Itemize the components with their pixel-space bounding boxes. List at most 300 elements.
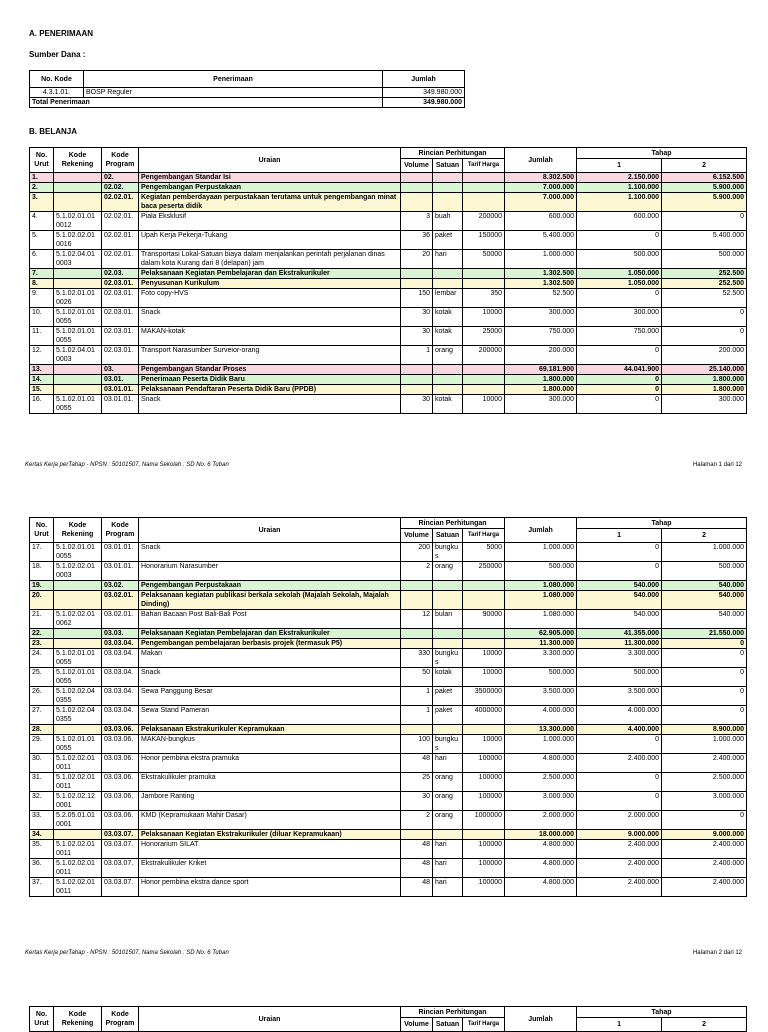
cell-tahap-1: 0 (577, 735, 662, 754)
table-row (30, 629, 747, 639)
cell-tahap-1: 4.400.000 (577, 725, 662, 735)
cell-tarif-harga: 10000 (463, 649, 505, 668)
header-kode-program: Kode Program (102, 1007, 139, 1032)
header-tahap: Tahap (577, 518, 747, 529)
cell-satuan (433, 193, 463, 212)
cell-satuan: orang (433, 562, 463, 581)
col-penerimaan: Penerimaan (84, 71, 383, 88)
cell-kode-program: 03.03.06. (102, 773, 139, 792)
table-row (30, 668, 747, 687)
cell-kode-rekening: 5.1.02.01.01 0055 (54, 735, 102, 754)
cell-uraian: Pelaksanaan kegiatan publikasi berkala sekolah (Majalah Sekolah, Majalah Dinding) (139, 591, 401, 610)
cell-volume: 3 (401, 212, 433, 231)
cell-volume: 100 (401, 735, 433, 754)
cell-kode-rekening: 5.1.02.04.01 0003 (54, 346, 102, 365)
cell-kode-rekening (54, 591, 102, 610)
table-row (30, 212, 747, 231)
cell-tarif-harga: 100000 (463, 840, 505, 859)
cell-volume: 150 (401, 289, 433, 308)
cell-satuan: paket (433, 687, 463, 706)
cell-uraian: Makan (139, 649, 401, 668)
cell-uraian: Snack (139, 668, 401, 687)
cell-tarif-harga (463, 725, 505, 735)
table-row (30, 581, 747, 591)
cell-kode-rekening: 5.1.02.02.01 0011 (54, 859, 102, 878)
cell-tahap-2: 6.152.500 (662, 173, 747, 183)
cell-no-urut: 15. (30, 385, 54, 395)
cell-satuan (433, 629, 463, 639)
cell-volume: 48 (401, 878, 433, 897)
header-tarif: Tarif Harga (463, 159, 505, 173)
cell-volume (401, 193, 433, 212)
cell-satuan (433, 183, 463, 193)
cell-jumlah: 200.000 (505, 346, 577, 365)
header-tarif: Tarif Harga (463, 529, 505, 543)
cell-no-urut: 5. (30, 231, 54, 250)
cell-kode-rekening: 5.1.02.02.12 0001 (54, 792, 102, 811)
cell-tarif-harga (463, 385, 505, 395)
cell-no-urut: 22. (30, 629, 54, 639)
cell-jumlah: 1.000.000 (505, 543, 577, 562)
cell-uraian: Snack (139, 395, 401, 414)
cell-volume: 25 (401, 773, 433, 792)
cell-no-urut: 17. (30, 543, 54, 562)
table-row (30, 375, 747, 385)
header-tahap-1: 1 (577, 529, 662, 543)
cell-uraian: Pelaksanaan Kegiatan Pembelajaran dan Ekstrakurikuler (139, 269, 401, 279)
cell-satuan (433, 269, 463, 279)
cell-uraian: Pengembangan Standar Proses (139, 365, 401, 375)
cell-uraian: KMD (Kepramukaan Mahir Dasar) (139, 811, 401, 830)
cell-volume: 30 (401, 327, 433, 346)
cell-volume: 30 (401, 308, 433, 327)
cell-kode-program: 03.02.01. (102, 591, 139, 610)
header-tarif: Tarif Harga (463, 1018, 505, 1032)
cell-no-urut: 34. (30, 830, 54, 840)
cell-tarif-harga (463, 173, 505, 183)
cell-uraian: Pelaksanaan Pendaftaran Peserta Didik Baru (PPDB) (139, 385, 401, 395)
table-row (30, 687, 747, 706)
cell-uraian: Foto copy-HVS (139, 289, 401, 308)
cell-kode-rekening (54, 193, 102, 212)
cell-jumlah: 62.905.000 (505, 629, 577, 639)
cell-jumlah: 3.300.000 (505, 649, 577, 668)
header-satuan: Satuan (433, 529, 463, 543)
section-b-title: B. BELANJA (29, 127, 78, 136)
cell-kode-rekening: 5.1.02.01.01 0055 (54, 327, 102, 346)
header-rincian: Rincian Perhitungan (401, 518, 505, 529)
cell-uraian: Jambore Ranting (139, 792, 401, 811)
cell-kode-rekening: 5.1.02.02.04 0355 (54, 687, 102, 706)
cell-no-urut: 6. (30, 250, 54, 269)
cell-jumlah: 13.300.000 (505, 725, 577, 735)
cell-satuan: kotak (433, 327, 463, 346)
table-row (30, 735, 747, 754)
cell-volume: 48 (401, 840, 433, 859)
cell-tarif-harga (463, 629, 505, 639)
cell-uraian: Piala Eksklusif (139, 212, 401, 231)
cell-no-urut: 33. (30, 811, 54, 830)
cell-tahap-1: 1.100.000 (577, 183, 662, 193)
cell-volume (401, 385, 433, 395)
cell-tahap-2: 21.550.000 (662, 629, 747, 639)
header-kode-rekening: Kode Rekening (54, 148, 102, 173)
table-row (30, 859, 747, 878)
cell-tahap-2: 25.140.000 (662, 365, 747, 375)
cell-tahap-2: 1.000.000 (662, 735, 747, 754)
cell-kode-rekening: 5.1.02.01.01 0012 (54, 212, 102, 231)
cell-jumlah: 7.000.000 (505, 183, 577, 193)
cell-satuan: bulan (433, 610, 463, 629)
cell-uraian: MAKAN-bungkus (139, 735, 401, 754)
table-row (30, 365, 747, 375)
cell-no-urut: 18. (30, 562, 54, 581)
cell-uraian: Penerimaan Peserta Didik Baru (139, 375, 401, 385)
header-tahap-2: 2 (662, 159, 747, 173)
cell-kode-rekening: 5.1.02.01.01 0055 (54, 649, 102, 668)
table-row (30, 269, 747, 279)
cell-kode-rekening (54, 830, 102, 840)
cell-satuan (433, 173, 463, 183)
table-row (30, 878, 747, 897)
cell-jumlah: 300.000 (505, 308, 577, 327)
cell-no-urut: 24. (30, 649, 54, 668)
cell-uraian: Snack (139, 308, 401, 327)
cell-kode-program: 02.03.01. (102, 308, 139, 327)
table-row (30, 610, 747, 629)
cell-kode-program: 03.03.06. (102, 735, 139, 754)
cell-kode-program: 03.01.01. (102, 385, 139, 395)
cell-tarif-harga: 100000 (463, 878, 505, 897)
cell-kode-program: 02.02.01. (102, 212, 139, 231)
cell-tahap-1: 1.050.000 (577, 279, 662, 289)
cell-tahap-1: 0 (577, 395, 662, 414)
cell-tahap-2: 252.500 (662, 269, 747, 279)
cell-kode-program: 03.03.07. (102, 830, 139, 840)
header-volume: Volume (401, 529, 433, 543)
cell-tarif-harga (463, 639, 505, 649)
footer-page-1: Kertas Kerja perTahap - NPSN : 50101507, Nama Sekolah : SD No. 6 Tuban (25, 462, 229, 468)
cell-jumlah: 4.800.000 (505, 754, 577, 773)
cell-kode-rekening: 5.1.02.01.01 0055 (54, 543, 102, 562)
total-penerimaan-value: 349.980.000 (383, 98, 465, 108)
cell-tarif-harga: 10000 (463, 395, 505, 414)
cell-no-urut: 28. (30, 725, 54, 735)
header-rincian: Rincian Perhitungan (401, 148, 505, 159)
cell-uraian: Honorarium Narasumber (139, 562, 401, 581)
table-row (30, 562, 747, 581)
cell-tahap-2: 300.000 (662, 395, 747, 414)
cell-tahap-1: 0 (577, 385, 662, 395)
cell-no-urut: 11. (30, 327, 54, 346)
table-row (30, 543, 747, 562)
cell-kode-rekening (54, 183, 102, 193)
cell-kode-program: 02.02. (102, 183, 139, 193)
cell-kode-program: 02.03.01. (102, 279, 139, 289)
cell-uraian: MAKAN-kotak (139, 327, 401, 346)
cell-tarif-harga (463, 183, 505, 193)
cell-volume: 30 (401, 395, 433, 414)
cell-tarif-harga: 4000000 (463, 706, 505, 725)
cell-uraian: Transport Narasumber Surveior-orang (139, 346, 401, 365)
cell-kode-program: 03.01.01. (102, 543, 139, 562)
cell-tahap-1: 300.000 (577, 308, 662, 327)
cell-volume (401, 279, 433, 289)
cell-kode-program: 03.03.07. (102, 859, 139, 878)
cell-no-urut: 25. (30, 668, 54, 687)
page-number-1: Halaman 1 dari 12 (692, 462, 742, 468)
cell-jumlah: 750.000 (505, 327, 577, 346)
cell-kode-rekening (54, 639, 102, 649)
cell-kode-rekening: 5.1.02.02.04 0355 (54, 706, 102, 725)
cell-tahap-1: 44.041.900 (577, 365, 662, 375)
header-no-urut: No. Urut (30, 148, 54, 173)
cell-volume (401, 581, 433, 591)
col-no-kode: No. Kode (30, 71, 84, 88)
cell-uraian: Bahan Bacaan Post Bali-Bali Post (139, 610, 401, 629)
cell-satuan: orang (433, 811, 463, 830)
cell-kode-program: 02.02.01. (102, 250, 139, 269)
cell-tahap-1: 500.000 (577, 668, 662, 687)
header-rincian: Rincian Perhitungan (401, 1007, 505, 1018)
cell-no-urut: 19. (30, 581, 54, 591)
cell-satuan: orang (433, 773, 463, 792)
cell-kode-program: 02.03. (102, 269, 139, 279)
cell-uraian: Pengembangan Perpustakaan (139, 581, 401, 591)
table-row (30, 250, 747, 269)
cell-satuan: orang (433, 346, 463, 365)
cell-tarif-harga (463, 193, 505, 212)
cell-uraian: Honor pembina ekstra dance sport (139, 878, 401, 897)
table-row (30, 327, 747, 346)
cell-kode-program: 03.02. (102, 581, 139, 591)
cell-volume (401, 375, 433, 385)
cell-volume: 1 (401, 346, 433, 365)
cell-kode-program: 03.03. (102, 629, 139, 639)
cell-tarif-harga (463, 830, 505, 840)
belanja-table-page-3 (29, 1006, 747, 1032)
cell-kode-program: 03.03.06. (102, 754, 139, 773)
cell-tarif-harga: 150000 (463, 231, 505, 250)
cell-tahap-1: 0 (577, 375, 662, 385)
cell-no-urut: 29. (30, 735, 54, 754)
header-no-urut: No. Urut (30, 1007, 54, 1032)
cell-satuan: hari (433, 250, 463, 269)
cell-volume (401, 830, 433, 840)
table-row (30, 385, 747, 395)
cell-jumlah: 3.000.000 (505, 792, 577, 811)
cell-jumlah: 1.080.000 (505, 581, 577, 591)
header-volume: Volume (401, 159, 433, 173)
cell-no-urut: 35. (30, 840, 54, 859)
cell-tahap-1: 1.100.000 (577, 193, 662, 212)
cell-kode-program: 02.02.01. (102, 193, 139, 212)
cell-tarif-harga: 90000 (463, 610, 505, 629)
cell-jumlah: 52.500 (505, 289, 577, 308)
cell-satuan: lembar (433, 289, 463, 308)
cell-satuan: buah (433, 212, 463, 231)
header-volume: Volume (401, 1018, 433, 1032)
cell-jumlah: 2.000.000 (505, 811, 577, 830)
cell-kode-program: 03.03.04. (102, 687, 139, 706)
cell-kode-program: 03.01.01. (102, 395, 139, 414)
cell-volume: 12 (401, 610, 433, 629)
cell-no-urut: 9. (30, 289, 54, 308)
cell-kode-rekening: 5.1.02.02.01 0062 (54, 610, 102, 629)
section-a-title: A. PENERIMAAN (29, 29, 94, 38)
header-kode-program: Kode Program (102, 518, 139, 543)
cell-tahap-2: 5.900.000 (662, 193, 747, 212)
cell-kode-program: 03.03.04. (102, 649, 139, 668)
cell-tarif-harga: 10000 (463, 308, 505, 327)
cell-tahap-1: 3.300.000 (577, 649, 662, 668)
cell-tahap-2: 1.800.000 (662, 375, 747, 385)
cell-no-urut: 13. (30, 365, 54, 375)
cell-tahap-2: 0 (662, 308, 747, 327)
cell-jumlah: 1.302.500 (505, 279, 577, 289)
cell-jumlah: 7.000.000 (505, 193, 577, 212)
cell-kode-rekening (54, 385, 102, 395)
cell-kode-program: 03.03.06. (102, 811, 139, 830)
cell-tarif-harga (463, 375, 505, 385)
table-row (30, 591, 747, 610)
cell-volume (401, 269, 433, 279)
cell-satuan: hari (433, 754, 463, 773)
cell-volume: 1 (401, 706, 433, 725)
cell-jumlah: 1.302.500 (505, 269, 577, 279)
table-row (30, 840, 747, 859)
cell-tahap-1: 11.300.000 (577, 639, 662, 649)
cell-tarif-harga: 100000 (463, 792, 505, 811)
cell-satuan (433, 385, 463, 395)
cell-tarif-harga (463, 591, 505, 610)
cell-kode-program: 02.02.01. (102, 231, 139, 250)
cell-tahap-2: 0 (662, 327, 747, 346)
cell-tahap-1: 1.050.000 (577, 269, 662, 279)
cell-uraian: Pelaksanaan Ekstrakurikuler Kepramukaan (139, 725, 401, 735)
cell-kode-rekening: 5.1.02.01.01 0055 (54, 668, 102, 687)
cell-satuan (433, 725, 463, 735)
cell-tahap-2: 2.400.000 (662, 859, 747, 878)
col-jumlah: Jumlah (383, 71, 465, 88)
cell-no-urut: 23. (30, 639, 54, 649)
cell-tahap-2: 0 (662, 639, 747, 649)
cell-volume: 50 (401, 668, 433, 687)
header-tahap-1: 1 (577, 1018, 662, 1032)
cell-tarif-harga (463, 581, 505, 591)
cell-kode-program: 03.02.01. (102, 610, 139, 629)
cell-no-urut: 21. (30, 610, 54, 629)
cell-jumlah: 1.000.000 (505, 735, 577, 754)
cell-jumlah: 3.500.000 (505, 687, 577, 706)
table-row (30, 395, 747, 414)
cell-uraian: Penyusunan Kurikulum (139, 279, 401, 289)
cell-tarif-harga: 100000 (463, 859, 505, 878)
cell-tahap-1: 0 (577, 543, 662, 562)
cell-no-urut: 8. (30, 279, 54, 289)
cell-volume: 48 (401, 859, 433, 878)
cell-jumlah: 4.800.000 (505, 840, 577, 859)
cell-jumlah: 1.800.000 (505, 375, 577, 385)
cell-tarif-harga: 5000 (463, 543, 505, 562)
cell-kode-rekening (54, 375, 102, 385)
cell-tahap-1: 3.500.000 (577, 687, 662, 706)
cell-volume (401, 725, 433, 735)
cell-kode-rekening: 5.1.02.02.01 0011 (54, 773, 102, 792)
cell-no-urut: 1. (30, 173, 54, 183)
cell-tahap-1: 500.000 (577, 250, 662, 269)
cell-satuan: bungku s (433, 649, 463, 668)
cell-jumlah: 500.000 (505, 562, 577, 581)
cell-kode-rekening (54, 365, 102, 375)
table-row (30, 649, 747, 668)
cell-uraian: Upah Kerja Pekerja-Tukang (139, 231, 401, 250)
cell-satuan (433, 591, 463, 610)
cell-satuan (433, 365, 463, 375)
cell-satuan: kotak (433, 395, 463, 414)
cell-uraian: Pelaksanaan Kegiatan Ekstrakurikuler (diluar Kepramukaan) (139, 830, 401, 840)
cell-volume: 1 (401, 687, 433, 706)
cell-tahap-2: 52.500 (662, 289, 747, 308)
cell-tahap-1: 2.400.000 (577, 840, 662, 859)
header-tahap-2: 2 (662, 1018, 747, 1032)
cell-jumlah: 4.800.000 (505, 878, 577, 897)
cell-jumlah: 2.500.000 (505, 773, 577, 792)
table-row (30, 706, 747, 725)
cell-volume: 200 (401, 543, 433, 562)
cell-uraian: Sewa Stand Pameran (139, 706, 401, 725)
cell-uraian: Kegiatan pemberdayaan perpustakaan terutama untuk pengembangan minat baca peserta didik (139, 193, 401, 212)
cell-tahap-1: 0 (577, 231, 662, 250)
cell-uraian: Ekstrakulikuler pramuka (139, 773, 401, 792)
cell-tahap-2: 0 (662, 811, 747, 830)
cell-uraian: Pengembangan pembelajaran berbasis projek (termasuk P5) (139, 639, 401, 649)
cell-tarif-harga (463, 279, 505, 289)
cell-jumlah: 18.000.000 (505, 830, 577, 840)
cell-volume: 48 (401, 754, 433, 773)
cell-tahap-2: 540.000 (662, 591, 747, 610)
cell-satuan (433, 830, 463, 840)
table-row (30, 308, 747, 327)
cell-kode-rekening (54, 629, 102, 639)
cell-kode-program: 03.03.06. (102, 792, 139, 811)
cell-kode-program: 03.03.04. (102, 639, 139, 649)
cell-tarif-harga: 3500000 (463, 687, 505, 706)
cell-tahap-1: 4.000.000 (577, 706, 662, 725)
cell-kode-program: 03.03.04. (102, 706, 139, 725)
cell-kode-rekening (54, 581, 102, 591)
cell-satuan: kotak (433, 308, 463, 327)
cell-jumlah: 300.000 (505, 395, 577, 414)
header-satuan: Satuan (433, 159, 463, 173)
cell-tahap-1: 2.150.000 (577, 173, 662, 183)
cell-satuan: bungku s (433, 543, 463, 562)
cell-uraian: Transportasi Lokal-Satuan biaya dalam menjalankan perintah perjalanan dinas dalam kota Kurang dari 8 (delapan) jam (139, 250, 401, 269)
cell-tahap-2: 0 (662, 649, 747, 668)
cell-tahap-1: 0 (577, 562, 662, 581)
cell-satuan: hari (433, 859, 463, 878)
cell-tahap-2: 2.400.000 (662, 754, 747, 773)
cell-tahap-1: 540.000 (577, 610, 662, 629)
cell-no-urut: 4. (30, 212, 54, 231)
cell-tahap-1: 2.400.000 (577, 878, 662, 897)
cell-tahap-2: 8.900.000 (662, 725, 747, 735)
table-row (30, 811, 747, 830)
cell-volume: 30 (401, 792, 433, 811)
cell-kode-rekening (54, 279, 102, 289)
cell-kode-rekening: 5.1.02.02.01 0003 (54, 562, 102, 581)
cell-jumlah: 600.000 (505, 212, 577, 231)
